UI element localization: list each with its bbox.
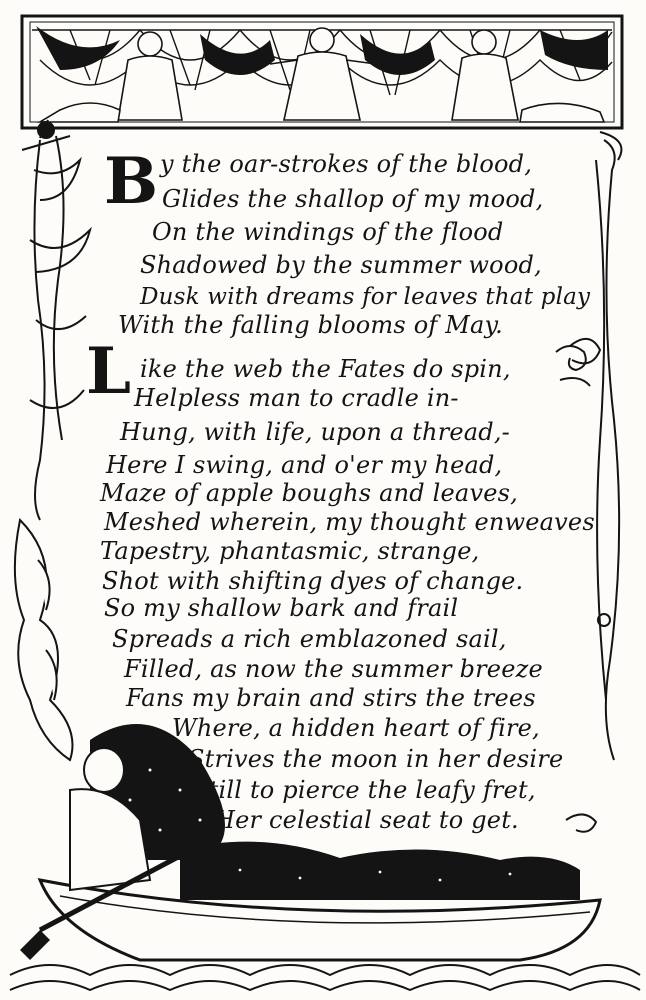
stanza1-dropcap: B <box>104 144 159 219</box>
stanza1-line-6: With the falling blooms of May. <box>118 311 503 339</box>
stanza2-line-11: Filled, as now the summer breeze <box>124 655 543 683</box>
stanza2-line-15: Still to pierce the leafy fret, <box>192 776 536 804</box>
stanza1-line-4: Shadowed by the summer wood, <box>140 251 542 279</box>
stanza2-line-9: So my shallow bark and frail <box>104 594 459 622</box>
stanza2-line-12: Fans my brain and stirs the trees <box>126 684 536 712</box>
stanza2-line-3: Hung, with life, upon a thread,- <box>120 418 510 446</box>
stanza2-line-1: ike the web the Fates do spin, <box>140 355 511 383</box>
stanza2-line-5: Maze of apple boughs and leaves, <box>100 479 518 507</box>
stanza1-line-5: Dusk with dreams for leaves that play <box>140 284 591 310</box>
stanza1-line-3: On the windings of the flood <box>152 218 504 246</box>
stanza2-line-16: Her celestial seat to get. <box>214 806 519 834</box>
stanza2-line-13: Where, a hidden heart of fire, <box>172 714 540 742</box>
stanza2-line-6: Meshed wherein, my thought enweaves <box>104 508 595 536</box>
stanza1-line-1: y the oar-strokes of the blood, <box>160 150 533 178</box>
stanza1-line-2: Glides the shallop of my mood, <box>162 185 544 213</box>
stanza2-line-4: Here I swing, and o'er my head, <box>106 451 503 479</box>
stanza2-line-2: Helpless man to cradle in- <box>134 384 459 412</box>
stanza2-dropcap: L <box>86 334 131 409</box>
stanza2-line-8: Shot with shifting dyes of change. <box>102 567 524 595</box>
stanza2-line-10: Spreads a rich emblazoned sail, <box>112 625 507 653</box>
stanza2-line-14: Strives the moon in her desire <box>188 745 564 773</box>
stanza2-line-7: Tapestry, phantasmic, strange, <box>100 537 480 565</box>
